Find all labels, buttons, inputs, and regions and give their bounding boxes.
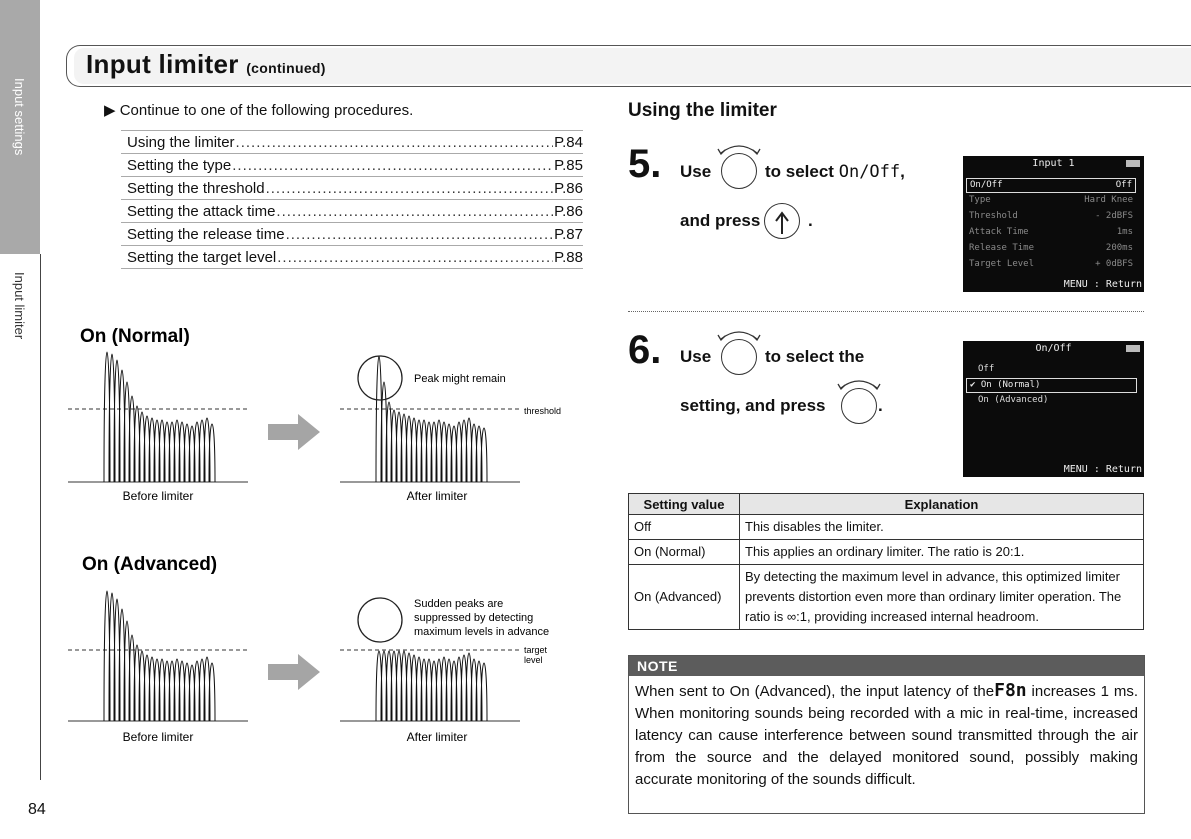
procedure-label: Setting the attack time: [127, 202, 276, 220]
table-cell: This disables the limiter.: [740, 515, 1144, 540]
procedure-page: P.84: [554, 133, 583, 151]
lcd-row-label: Type: [969, 195, 991, 205]
battery-icon: [1126, 160, 1140, 167]
step-6-number: 6.: [628, 328, 662, 372]
lcd-option-label: On (Advanced): [978, 395, 1049, 405]
table-cell: By detecting the maximum level in advance, this optimized limiter prevents distortion even more than ordinary limiter operation. The ratio is ∞:1, providing increased internal headroom.: [740, 565, 1144, 630]
page-title-text: Input limiter: [86, 49, 239, 79]
diagram-normal-after-caption: After limiter: [406, 489, 468, 503]
table-header: Setting value: [629, 494, 740, 515]
settings-table: [628, 493, 1144, 630]
press-knob-icon: [764, 203, 800, 239]
lcd-row-value: Off: [1115, 180, 1132, 190]
lcd-row-label: Attack Time: [969, 227, 1029, 237]
side-tab-input-limiter-label: Input limiter: [12, 272, 27, 340]
step-5-instruction: [765, 162, 905, 182]
lcd-row-value: - 2dBFS: [1095, 211, 1133, 221]
diagram-advanced-title: On (Advanced): [82, 554, 218, 575]
lcd-menu-row: [966, 210, 1136, 223]
step-5-number: 5.: [628, 142, 662, 186]
note-body: [635, 680, 1138, 791]
procedure-label: Setting the threshold: [127, 179, 265, 197]
step-6-press: setting, and press: [680, 396, 826, 415]
procedure-label: Using the limiter: [127, 133, 235, 151]
procedure-page: P.85: [554, 156, 583, 174]
procedure-label: Setting the target level: [127, 248, 277, 266]
arrow-right-icon: [268, 654, 320, 690]
lcd-row-label: Threshold: [969, 211, 1018, 221]
note-text-after: increases 1 ms. When monitoring sounds being recorded with a mic in real-time, increased latency can cause interference between sound transmitted through the air from the source and the delayed monitored sound, possibly making accurate monitoring of the sounds difficult.: [635, 683, 1138, 788]
table-row: [629, 565, 1144, 630]
procedure-page: P.86: [554, 179, 583, 197]
advanced-note-line: suppressed by detecting: [414, 612, 534, 624]
peak-note: Peak might remain: [414, 373, 506, 385]
peak-circle: [358, 598, 402, 642]
triangle-bullet-icon: ▶: [104, 102, 116, 119]
lcd-screen-onoff: [963, 341, 1144, 477]
step-6-period: .: [878, 396, 883, 415]
lcd-option-label: ✔ On (Normal): [970, 380, 1041, 390]
step-5-press: and press: [680, 211, 761, 230]
step-5-period: .: [808, 211, 813, 230]
procedure-label: Setting the type: [127, 156, 232, 174]
procedure-label: Setting the release time: [127, 225, 285, 243]
target-label: target: [524, 645, 548, 655]
advanced-note-line: maximum levels in advance: [414, 626, 550, 638]
dial-knob-icon: [721, 339, 757, 375]
table-row: [629, 515, 1144, 540]
lcd-footer: MENU : Return: [1063, 464, 1142, 475]
diagram-normal-before-caption: Before limiter: [122, 489, 194, 503]
diagram-advanced-before-caption: Before limiter: [122, 730, 194, 744]
procedure-page: P.88: [554, 248, 583, 266]
lcd-option-label: Off: [978, 364, 995, 374]
waveform-before: [104, 591, 215, 721]
rotate-arrows-icon: [716, 141, 762, 155]
intro-text: Continue to one of the following procedures.: [119, 102, 414, 119]
lcd-menu-row: [966, 178, 1136, 193]
procedure-page: P.87: [554, 225, 583, 243]
side-tab-input-settings-label: Input settings: [12, 78, 27, 156]
table-header: Explanation: [740, 494, 1144, 515]
lcd-row-value: 200ms: [1105, 243, 1133, 253]
note-heading: NOTE: [629, 656, 1144, 676]
lcd-menu-row: [966, 194, 1136, 207]
procedure-page: P.86: [554, 202, 583, 220]
lcd-row-value: + 0dBFS: [1095, 259, 1133, 269]
dial-knob-icon: [721, 153, 757, 189]
lcd-screen-input1: [963, 156, 1144, 292]
step-5-code: On/Off: [838, 162, 901, 182]
press-arrow-icon: [765, 204, 799, 238]
target-label: level: [524, 655, 543, 665]
lcd-row-label: Release Time: [969, 243, 1035, 253]
section-title: Using the limiter: [628, 100, 777, 121]
step-5-comma: ,: [900, 162, 905, 181]
lcd-option-row: [975, 363, 1136, 376]
arrow-right-icon: [268, 414, 320, 450]
lcd-title: On/Off: [1035, 343, 1072, 354]
lcd-menu-row: [966, 226, 1136, 239]
advanced-note-line: Sudden peaks are: [414, 598, 504, 610]
battery-icon: [1126, 345, 1140, 352]
note-text-before: When sent to On (Advanced), the input latency of the: [635, 683, 995, 700]
note-box: [628, 655, 1145, 814]
waveform-before: [104, 352, 215, 482]
lcd-title: Input 1: [1032, 158, 1075, 169]
table-row: [629, 540, 1144, 565]
model-name: F8n: [994, 680, 1027, 701]
diagram-normal-title: On (Normal): [80, 326, 190, 347]
table-header-row: [629, 494, 1144, 515]
lcd-menu-row: [966, 242, 1136, 255]
lcd-footer: MENU : Return: [1063, 279, 1142, 290]
step-divider: [628, 311, 1144, 312]
step-6-use: Use: [680, 347, 712, 366]
lcd-row-label: On/Off: [970, 180, 1003, 190]
table-cell: On (Normal): [629, 540, 740, 565]
waveform-after: [376, 651, 487, 721]
table-cell: Off: [629, 515, 740, 540]
step-5-use: Use: [680, 162, 712, 181]
step-5-select: to select: [765, 162, 834, 181]
diagram-advanced-after-caption: After limiter: [406, 730, 468, 744]
step-6-select: to select the: [765, 347, 865, 366]
lcd-row-label: Target Level: [969, 259, 1035, 269]
lcd-option-row: [966, 378, 1137, 393]
page-number: 84: [28, 801, 46, 818]
lcd-row-value: Hard Knee: [1084, 195, 1133, 205]
table-cell: On (Advanced): [629, 565, 740, 630]
dial-knob-icon: [841, 388, 877, 424]
lcd-option-row: [975, 394, 1136, 407]
threshold-label: threshold: [524, 406, 562, 416]
lcd-menu-row: [966, 258, 1136, 271]
rotate-arrows-icon: [716, 327, 762, 341]
lcd-row-value: 1ms: [1116, 227, 1133, 237]
rotate-arrows-icon: [836, 376, 882, 390]
table-cell: This applies an ordinary limiter. The ratio is 20:1.: [740, 540, 1144, 565]
page-title-subtitle: (continued): [246, 60, 326, 76]
